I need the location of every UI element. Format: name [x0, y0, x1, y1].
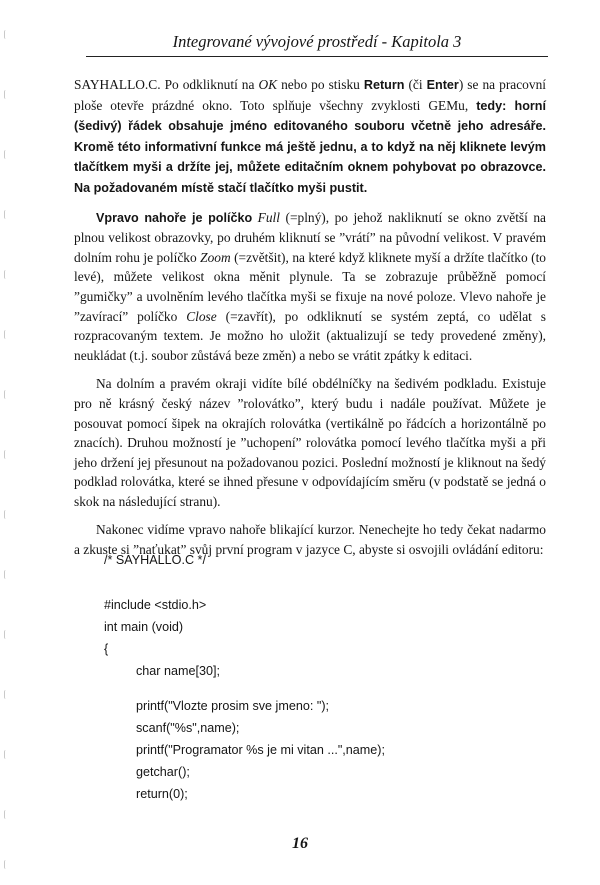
code-line: int main (void) [104, 620, 184, 634]
paragraph-3: Na dolním a pravém okraji vidíte bílé obdélníčky na šedivém podkladu. Existuje pro ně krásný český název ”rolovátko”, který budu i nadále používat. Můžete je posouvat pomocí šipek na okrajích rolovátka (vertikálně po řádcích a horizontálně po znacích). Druhou možností je ”uchopení” rolovátka pomocí levého tlačítka myši a při jeho držení jej přesunout na požadovanou pozici. Poslední možností je kliknout na šedý podklad rolovátka, které se ihned přesune v odpovídajícím směru (v podstatě se jedná o skok na následující stranu). [74, 376, 546, 509]
p1-text-e: (či [404, 77, 427, 92]
code-line: printf("Vlozte prosim sve jmeno: "); [136, 699, 330, 713]
p1-text-g: ) se na pracovní ploše otevře prázdné okno. Toto splňuje všechny zvyklosti GEMu, [74, 77, 546, 113]
code-line: scanf("%s",name); [136, 721, 240, 735]
page-number: 16 [292, 835, 308, 852]
code-line: getchar(); [136, 765, 190, 779]
p2-bold-lead: Vpravo nahoře je políčko [96, 210, 253, 225]
body-text [74, 75, 546, 569]
return-key-term: Return [363, 78, 405, 92]
code-line: printf("Programator %s je mi vitan ...",name); [136, 743, 385, 757]
p2-text-g: (=zavřít), po odkliknutí se systém zeptá, co udělat s rozpracovaným textem. Je možno ho uložit (aktualizují se tedy provedené změny), neukládat (t.j. soubor zůstává beze změn) a nebo se vrátit zpátky k editaci. [74, 308, 546, 363]
paragraph-1 [74, 75, 546, 199]
page-header [86, 32, 548, 57]
full-term: Full [257, 209, 280, 225]
scan-margin-marks [4, 30, 10, 870]
p1-text-c: nebo po stisku [277, 77, 364, 92]
ok-term: OK [258, 77, 278, 92]
chapter-title: Integrované vývojové prostředí - Kapitola 3 [172, 32, 462, 51]
code-line: #include <stdio.h> [104, 598, 207, 612]
p2-text-c: (=plný), po jehož nakliknutí se okno zvětší na plnou velikost obrazovky, po druhém kliknutí se ”vrátí” na původní velikost. V pravém dolním rohu je políčko [74, 209, 546, 265]
code-line: { [104, 642, 109, 656]
p1-bold-text: tedy: horní (šedivý) řádek obsahuje jméno editovaného souboru včetně jeho adresáře. Kromě této informativní funkce má ještě jednu, a to když na něj kliknete levým tlačítkem myši a držíte jej, můžete editačním oknem pohybovat po obrazovce. Na požadovaném místě stačí tlačítko myši pustit. [74, 98, 546, 195]
paragraph-2 [74, 208, 546, 366]
close-term: Close [186, 308, 217, 324]
paragraph-4: Nakonec vidíme vpravo nahoře blikající kurzor. Nenechejte ho tedy čekat nadarmo a zkuste si ”naťukat” svůj první program v jazyce C, abyste si osvojili ovládání editoru: [74, 522, 546, 558]
p1-text-a: SAYHALLO.C. Po odkliknutí na [74, 77, 259, 92]
enter-key-term: Enter [426, 78, 459, 92]
code-line: char name[30]; [136, 664, 221, 678]
code-line: return(0); [136, 787, 188, 801]
p2-text-e: (=zvětšit), na které když kliknete myší a držíte tlačítko (to levé), můžete velikost okna měnit plynule. Ta se zobrazuje průběžně pomocí ”gumičky” a uvolněním levého tlačítka myši se fixuje na nové poloze. Vlevo nahoře je ”zavírací” políčko [74, 249, 546, 324]
zoom-term: Zoom [200, 249, 231, 265]
code-line: /* SAYHALLO.C */ [104, 553, 206, 567]
